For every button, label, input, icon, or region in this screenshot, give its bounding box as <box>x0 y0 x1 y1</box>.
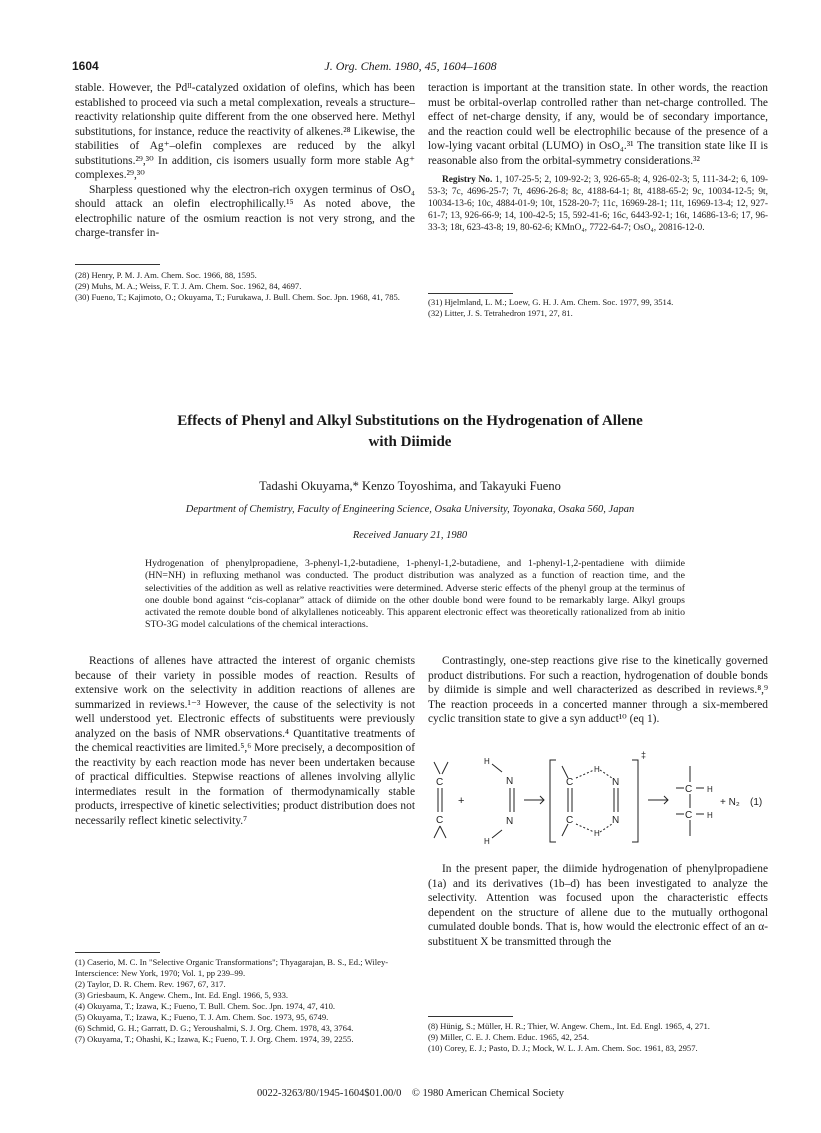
registry-numbers <box>428 174 768 234</box>
footnote: (30) Fueno, T.; Kajimoto, O.; Okuyama, T.; Furukawa, J. Bull. Chem. Soc. Jpn. 1968, 41, 785. <box>75 292 400 302</box>
diimide-n-top: N <box>506 776 514 787</box>
copyright: © 1980 American Chemical Society <box>411 1088 564 1099</box>
ts-n-bottom: N <box>612 815 620 826</box>
equation-1-scheme <box>428 750 773 858</box>
footnote: (1) Caserio, M. C. In "Selective Organic Transformations"; Thyagarajan, B. S., Ed.; Wiley-Interscience: New York, 1970; Vol. 1, pp 239–99. <box>75 957 389 978</box>
body-paragraph: Reactions of allenes have attracted the interest of organic chemists because of their variety in possible modes of reaction. Results of extensive work on the selectivity in addition reactions of allenes are summarized in reviews.¹⁻³ However, the cause of the selectivity is not well understood yet. Electronic effects of substituents were previously analyzed on the basis of NMR observations.⁴ Quantitative treatments of the chemical reactivities are limited.⁵,⁶ More precisely, a decomposition of the reactivity by each reaction mode has never been undertaken because of practical difficulties. Stepwise reactions of allenes involving allylic intermediates result in the formation of thermodynamically stable products, irrespective of kinetic selectivities; product distribution does not necessarily reflect kinetic selectivity.⁷ <box>75 655 415 827</box>
transition-state-dagger: ‡ <box>641 750 647 760</box>
ts-h-bottom: H <box>594 829 600 838</box>
page-number: 1604 <box>72 59 99 73</box>
footnote-divider <box>75 952 160 953</box>
abstract: Hydrogenation of phenylpropadiene, 3-phenyl-1,2-butadiene, 1-phenyl-1,2-butadiene, and 1-phenyl-1,2-pentadiene with diimide (HN=NH) in refluxing methanol was conducted. The product distribution was analyzed as a function of reaction time, and the selectivities of the addition as well as relative reactivities were determined. Adverse steric effects of the phenyl group at the terminus of one double bond against “cis-coplanar” attack of diimide on the other double bond were found to be remarkably large. Alkyl groups activated the remote double bond of alkylallenes noticeably. This apparent electronic effect was theoretically rationalized from ab initio STO-3G model calculations of the chemical interactions. <box>145 558 685 631</box>
plus-sign: + <box>458 795 465 807</box>
article-left-footnotes <box>75 957 415 1045</box>
footnote-divider <box>428 1016 513 1017</box>
allene-c-bottom: C <box>436 815 444 826</box>
prev-article-right-paragraph: teraction is important at the transition state. In other words, the reaction must be orbital-overlap controlled rather than net-charge controlled. The effect of net-charge density, if any, would be of secondary importance, and the reaction could well be electrophilic because of the presence of a low-lying vacant orbital (LUMO) in OsO₄.³¹ The transition state like II is reasonable also from the orbital-symmetry considerations.³² <box>428 82 768 167</box>
footnote: (5) Okuyama, T.; Izawa, K.; Fueno, T. J. Am. Chem. Soc. 1973, 95, 6749. <box>75 1012 329 1022</box>
prev-article-left-footnotes <box>75 270 415 303</box>
authors: Tadashi Okuyama,* Kenzo Toyoshima, and Takayuki Fueno <box>259 479 561 493</box>
footnote: (4) Okuyama, T.; Izawa, K.; Fueno, T. Bull. Chem. Soc. Jpn. 1974, 47, 410. <box>75 1001 336 1011</box>
ts-c-bottom: C <box>566 815 574 826</box>
prev-article-right-column <box>428 81 768 234</box>
diimide-h-top: H <box>484 757 490 766</box>
title-line-1: Effects of Phenyl and Alkyl Substitutions on the Hydrogenation of Allene <box>177 413 643 429</box>
article-body-right-bottom <box>428 862 768 949</box>
ts-c-top: C <box>566 777 574 788</box>
affiliation: Department of Chemistry, Faculty of Engineering Science, Osaka University, Toyonaka, Osaka 560, Japan <box>185 504 635 515</box>
article-body-right-top <box>428 654 768 727</box>
product-c-top: C <box>685 784 693 795</box>
article-title <box>120 411 700 453</box>
footnote-divider <box>428 293 513 294</box>
article-right-footnotes <box>428 1021 768 1054</box>
footnote: (10) Corey, E. J.; Pasto, D. J.; Mock, W. L. J. Am. Chem. Soc. 1961, 83, 2957. <box>428 1043 698 1053</box>
received-date: Received January 21, 1980 <box>352 530 468 541</box>
allene-c-top: C <box>436 777 444 788</box>
article-body-left <box>75 654 415 828</box>
running-header: J. Org. Chem. 1980, 45, 1604–1608 <box>324 59 497 73</box>
prev-article-left-paragraph-1: stable. However, the Pdᴵᴵ-catalyzed oxidation of olefins, which has been established to proceed via such a metal complexation, reveals a structure–reactivity relationship quite different from the one observed here. Methyl substitutions, for instance, reduce the reactivity of alkenes.²⁸ Likewise, the stabilities of Ag⁺–olefin complexes are reduced by the alkyl substitutions.²⁹,³⁰ In addition, cis isomers usually form more stable Ag⁺ complexes.²⁹,³⁰ <box>75 82 415 181</box>
footnote: (29) Muhs, M. A.; Weiss, F. T. J. Am. Chem. Soc. 1962, 84, 4697. <box>75 281 302 291</box>
footnote-divider <box>75 264 160 265</box>
body-paragraph: Contrastingly, one-step reactions give rise to the kinetically governed product distributions. For such a reaction, hydrogenation of double bonds by diimide is simple and well characterized as described in reviews.⁸,⁹ The reaction proceeds in a concerted manner through a six-membered cyclic transition state to give a syn adduct¹⁰ (eq 1). <box>428 655 768 725</box>
plus-n2: + N₂ <box>720 797 740 808</box>
article-code: 0022-3263/80/1945-1604$01.00/0 <box>257 1088 402 1099</box>
ts-n-top: N <box>612 777 620 788</box>
footnote: (9) Miller, C. E. J. Chem. Educ. 1965, 42, 254. <box>428 1032 590 1042</box>
body-paragraph: In the present paper, the diimide hydrogenation of phenylpropadiene (1a) and its derivatives (1b–d) has been investigated to analyze the selectivity. Attention was focused upon the characteristic effects dependent on the structure of allene due to the mutually orthogonal cumulated double bonds. That is, how would the electronic effect of an α-substituent X be transmitted through the <box>428 863 768 948</box>
footnote: (32) Litter, J. S. Tetrahedron 1971, 27, 81. <box>428 308 573 318</box>
ts-h-top: H <box>594 765 600 774</box>
footnote: (2) Taylor, D. R. Chem. Rev. 1967, 67, 317. <box>75 979 226 989</box>
product-c-bottom: C <box>685 810 693 821</box>
prev-article-left-column <box>75 81 415 241</box>
footnote: (6) Schmid, G. H.; Garratt, D. G.; Yeroushalmi, S. J. Org. Chem. 1978, 43, 3764. <box>75 1023 354 1033</box>
diimide-n-bottom: N <box>506 816 514 827</box>
product-h-bottom: H <box>707 811 713 820</box>
footnote: (31) Hjelmland, L. M.; Loew, G. H. J. Am. Chem. Soc. 1977, 99, 3514. <box>428 297 674 307</box>
page-footer <box>0 1088 821 1099</box>
footnote: (7) Okuyama, T.; Ohashi, K.; Izawa, K.; Fueno, T. J. Org. Chem. 1974, 39, 2255. <box>75 1034 354 1044</box>
footnote: (3) Griesbaum, K. Angew. Chem., Int. Ed. Engl. 1966, 5, 933. <box>75 990 289 1000</box>
prev-article-right-footnotes <box>428 297 768 319</box>
product-h-top: H <box>707 785 713 794</box>
diimide-h-bottom: H <box>484 837 490 846</box>
footnote: (28) Henry, P. M. J. Am. Chem. Soc. 1966, 88, 1595. <box>75 270 257 280</box>
prev-article-left-paragraph-2: Sharpless questioned why the electron-rich oxygen terminus of OsO₄ should attack an olefin electrophilically.¹⁵ As noted above, the electrophilic nature of the osmium reaction is not very strong, and the charge-transfer in- <box>75 183 415 239</box>
footnote: (8) Hünig, S.; Müller, H. R.; Thier, W. Angew. Chem., Int. Ed. Engl. 1965, 4, 271. <box>428 1021 710 1031</box>
equation-number: (1) <box>750 797 763 808</box>
registry-text: 1, 107-25-5; 2, 109-92-2; 3, 926-65-8; 4, 926-02-3; 5, 111-34-2; 6, 109-53-3; 7c, 4696-25-7; 7t, 4696-26-8; 8c, 4188-64-1; 8t, 4188-65-2; 9c, 10034-12-5; 9t, 10034-13-6; 10c, 4884-01-9; 10t, 1528-20-7; 11c, 16969-28-1; 11t, 16969-13-4; 12, 927-61-7; 13, 926-66-9; 14, 100-42-5; 15, 592-41-6; 16c, 6443-92-1; 16t, 14686-13-6; 17, 96-33-3; 18t, 623-43-8; 19, 80-62-6; KMnO₄, 7722-64-7; OsO₄, 20816-12-0. <box>428 175 769 233</box>
title-line-2: with Diimide <box>368 434 452 450</box>
registry-label: Registry No. <box>442 175 493 185</box>
